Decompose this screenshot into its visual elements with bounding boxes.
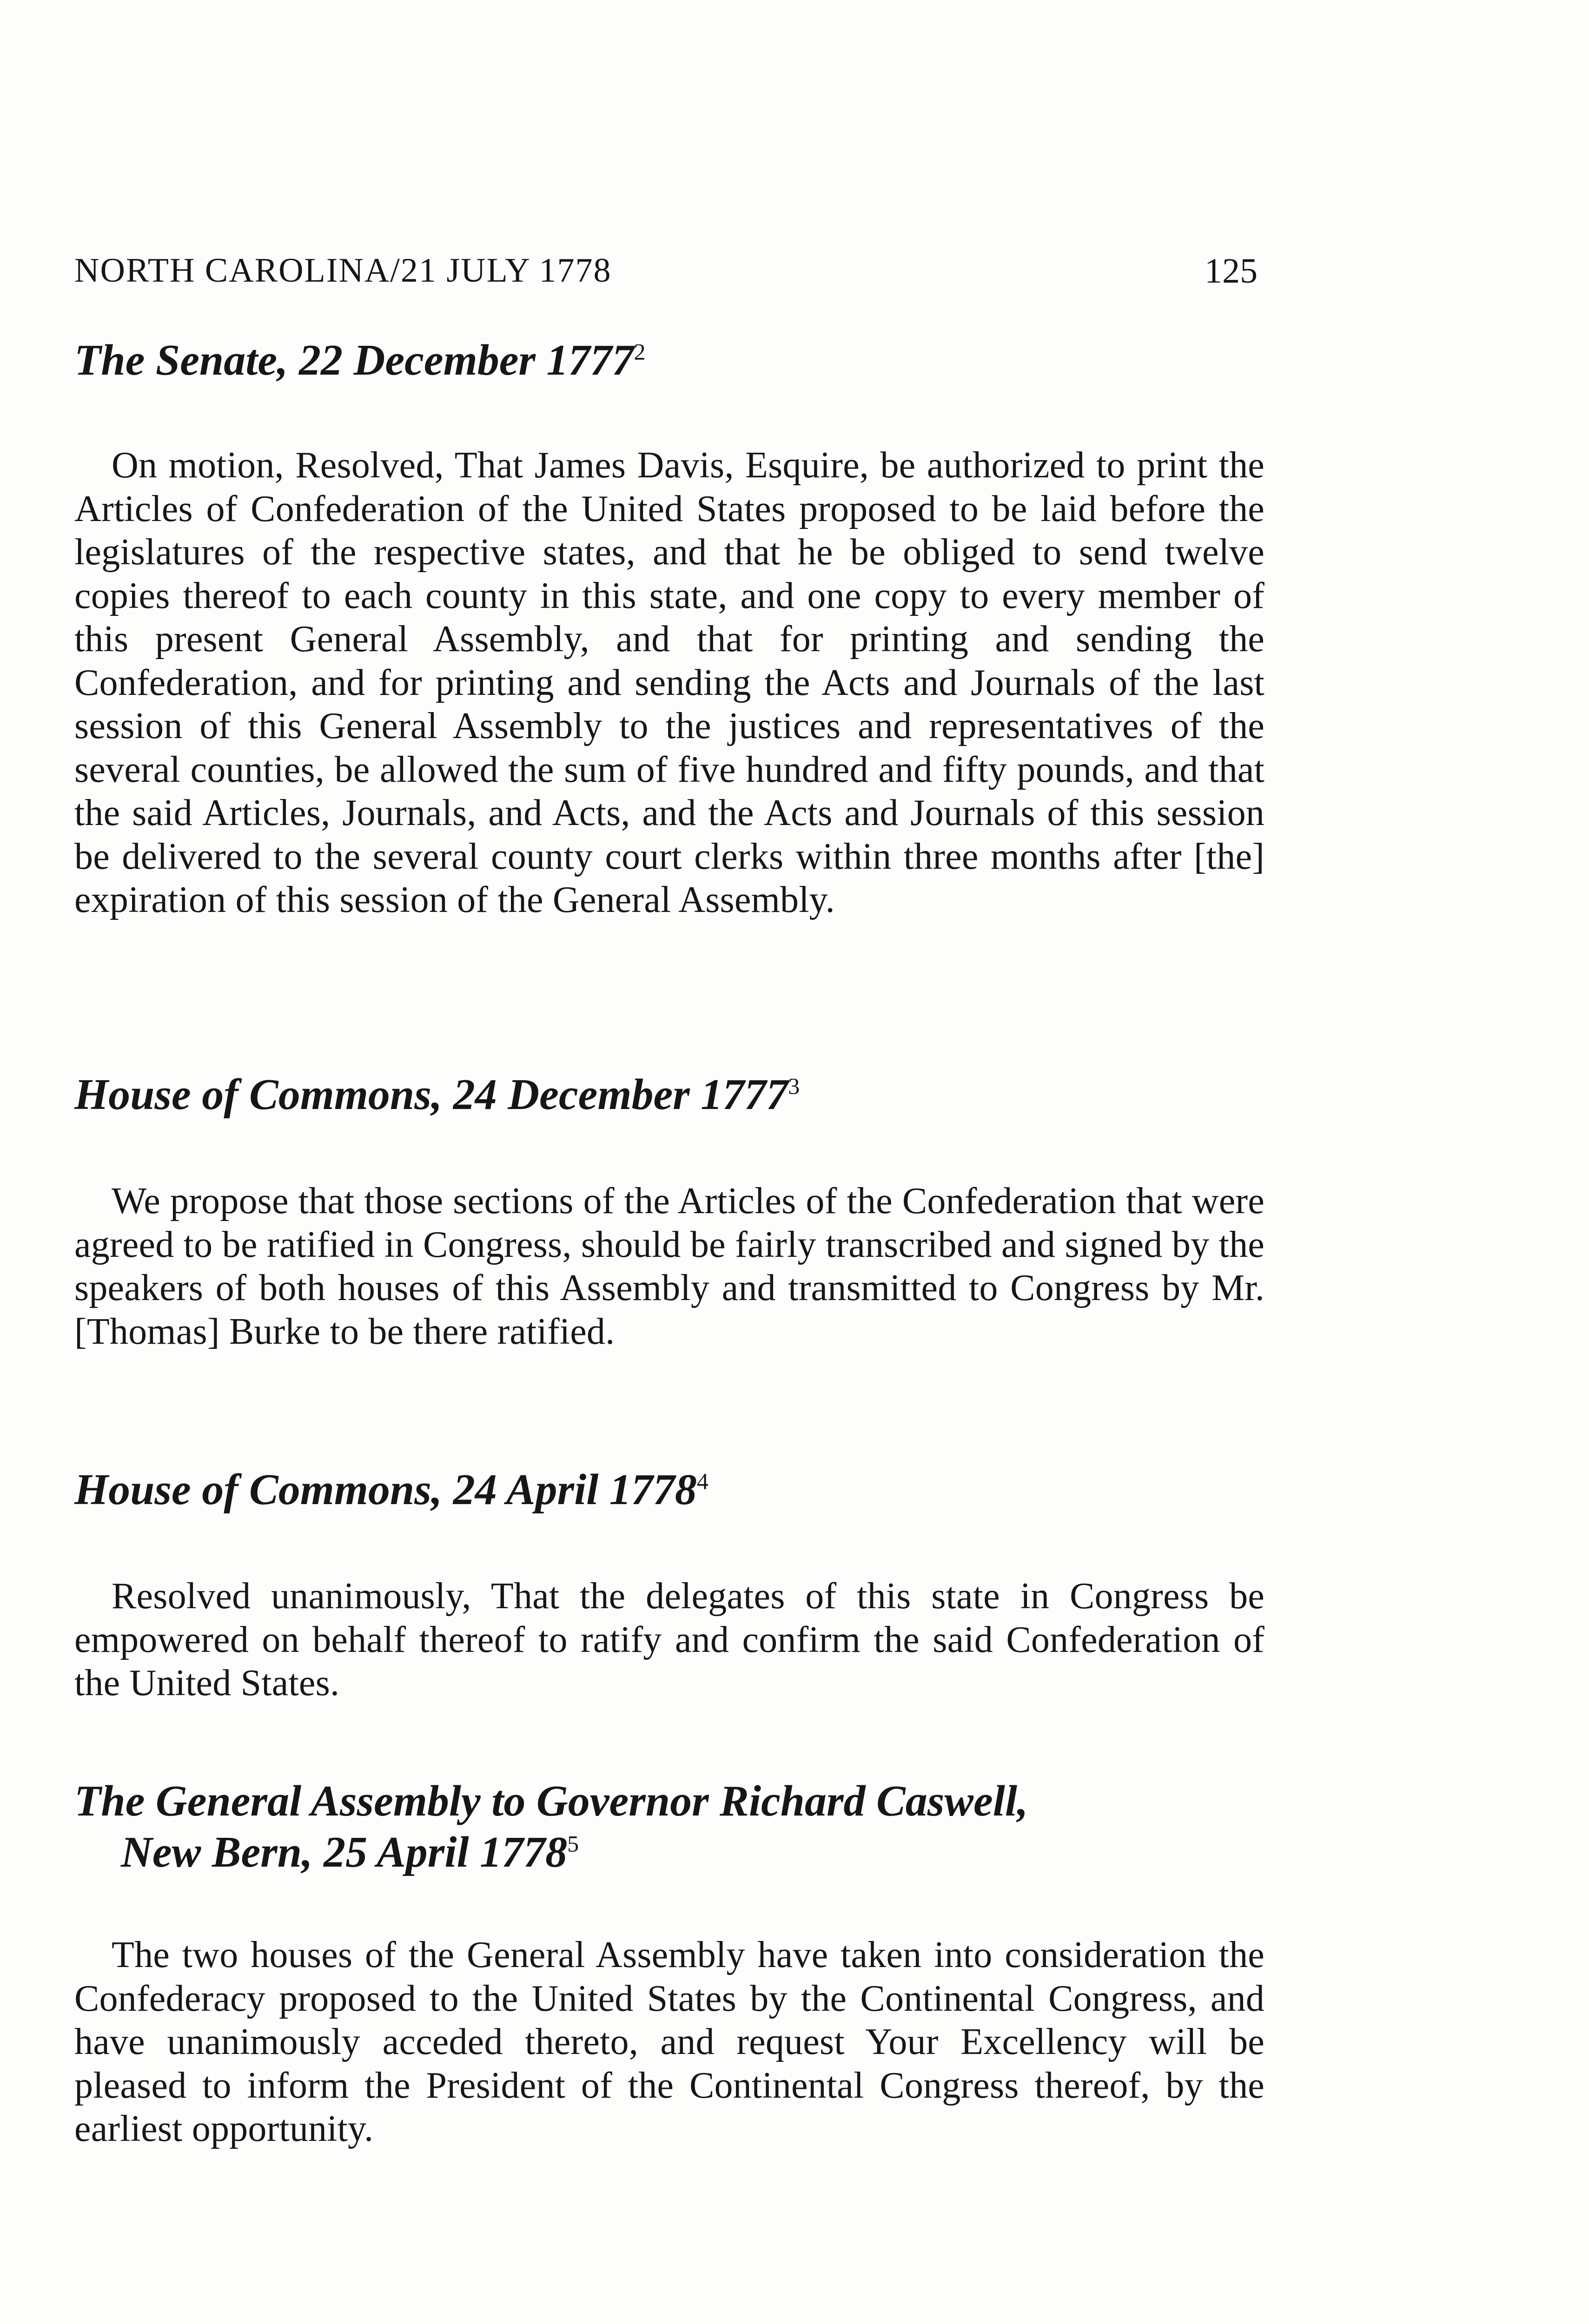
section-heading-line2-wrap	[74, 1827, 1265, 1878]
section-commons-dec-1777	[74, 1069, 1265, 1353]
section-commons-apr-1778	[74, 1464, 1265, 1705]
section-body: Resolved unanimously, That the delegates of this state in Congress be empowered on behalf thereof to ratify and confirm the said Confederation of the United States.	[74, 1576, 1265, 1703]
section-heading	[74, 1464, 1265, 1515]
section-heading	[74, 1776, 1265, 1878]
footnote-marker: 5	[567, 1830, 579, 1857]
footnote-marker: 4	[696, 1468, 708, 1494]
section-heading-line2: New Bern, 25 April 1778	[121, 1828, 568, 1876]
section-heading-text: House of Commons, 24 December 1777	[74, 1070, 788, 1119]
section-heading-text: House of Commons, 24 April 1778	[74, 1466, 697, 1514]
footnote-marker: 3	[788, 1073, 800, 1099]
section-senate-1777	[74, 335, 1265, 922]
section-heading	[74, 1069, 1265, 1120]
section-heading-line1: The General Assembly to Governor Richard Caswell,	[74, 1777, 1028, 1825]
running-head	[74, 251, 1258, 302]
footnote-marker: 2	[634, 338, 646, 365]
section-body: We propose that those sections of the Articles of the Confederation that were agreed to be ratified in Congress, should be fairly transcribed and signed by the speakers of both houses of this Assembly and transmitted to Congress by Mr. [Thomas] Burke to be there ratified.	[74, 1181, 1265, 1352]
page-number: 125	[1205, 251, 1258, 290]
running-head-title: NORTH CAROLINA/21 JULY 1778	[74, 251, 612, 290]
section-assembly-to-caswell	[74, 1776, 1265, 2151]
section-heading-text: The Senate, 22 December 1777	[74, 336, 634, 384]
section-body: On motion, Resolved, That James Davis, Esquire, be authorized to print the Articles of Confederation of the United States proposed to be laid before the legislatures of the respective states, and that he be obliged to send twelve copies thereof to each county in this state, and one copy to every member of this present General Assembly, and that for printing and sending the Confederation, and for printing and sending the Acts and Journals of the last session of this General Assembly to the justices and representatives of the several counties, be allowed the sum of five hundred and fifty pounds, and that the said Articles, Journals, and Acts, and the Acts and Journals of this session be delivered to the several county court clerks within three months after [the] expiration of this session of the General Assembly.	[74, 445, 1265, 920]
section-body: The two houses of the General Assembly have taken into consideration the Confederacy proposed to the United States by the Continental Congress, and have unanimously acceded thereto, and request Your Excellency will be pleased to inform the President of the Continental Congress thereof, by the earliest opportunity.	[74, 1934, 1265, 2149]
section-heading	[74, 335, 1265, 386]
